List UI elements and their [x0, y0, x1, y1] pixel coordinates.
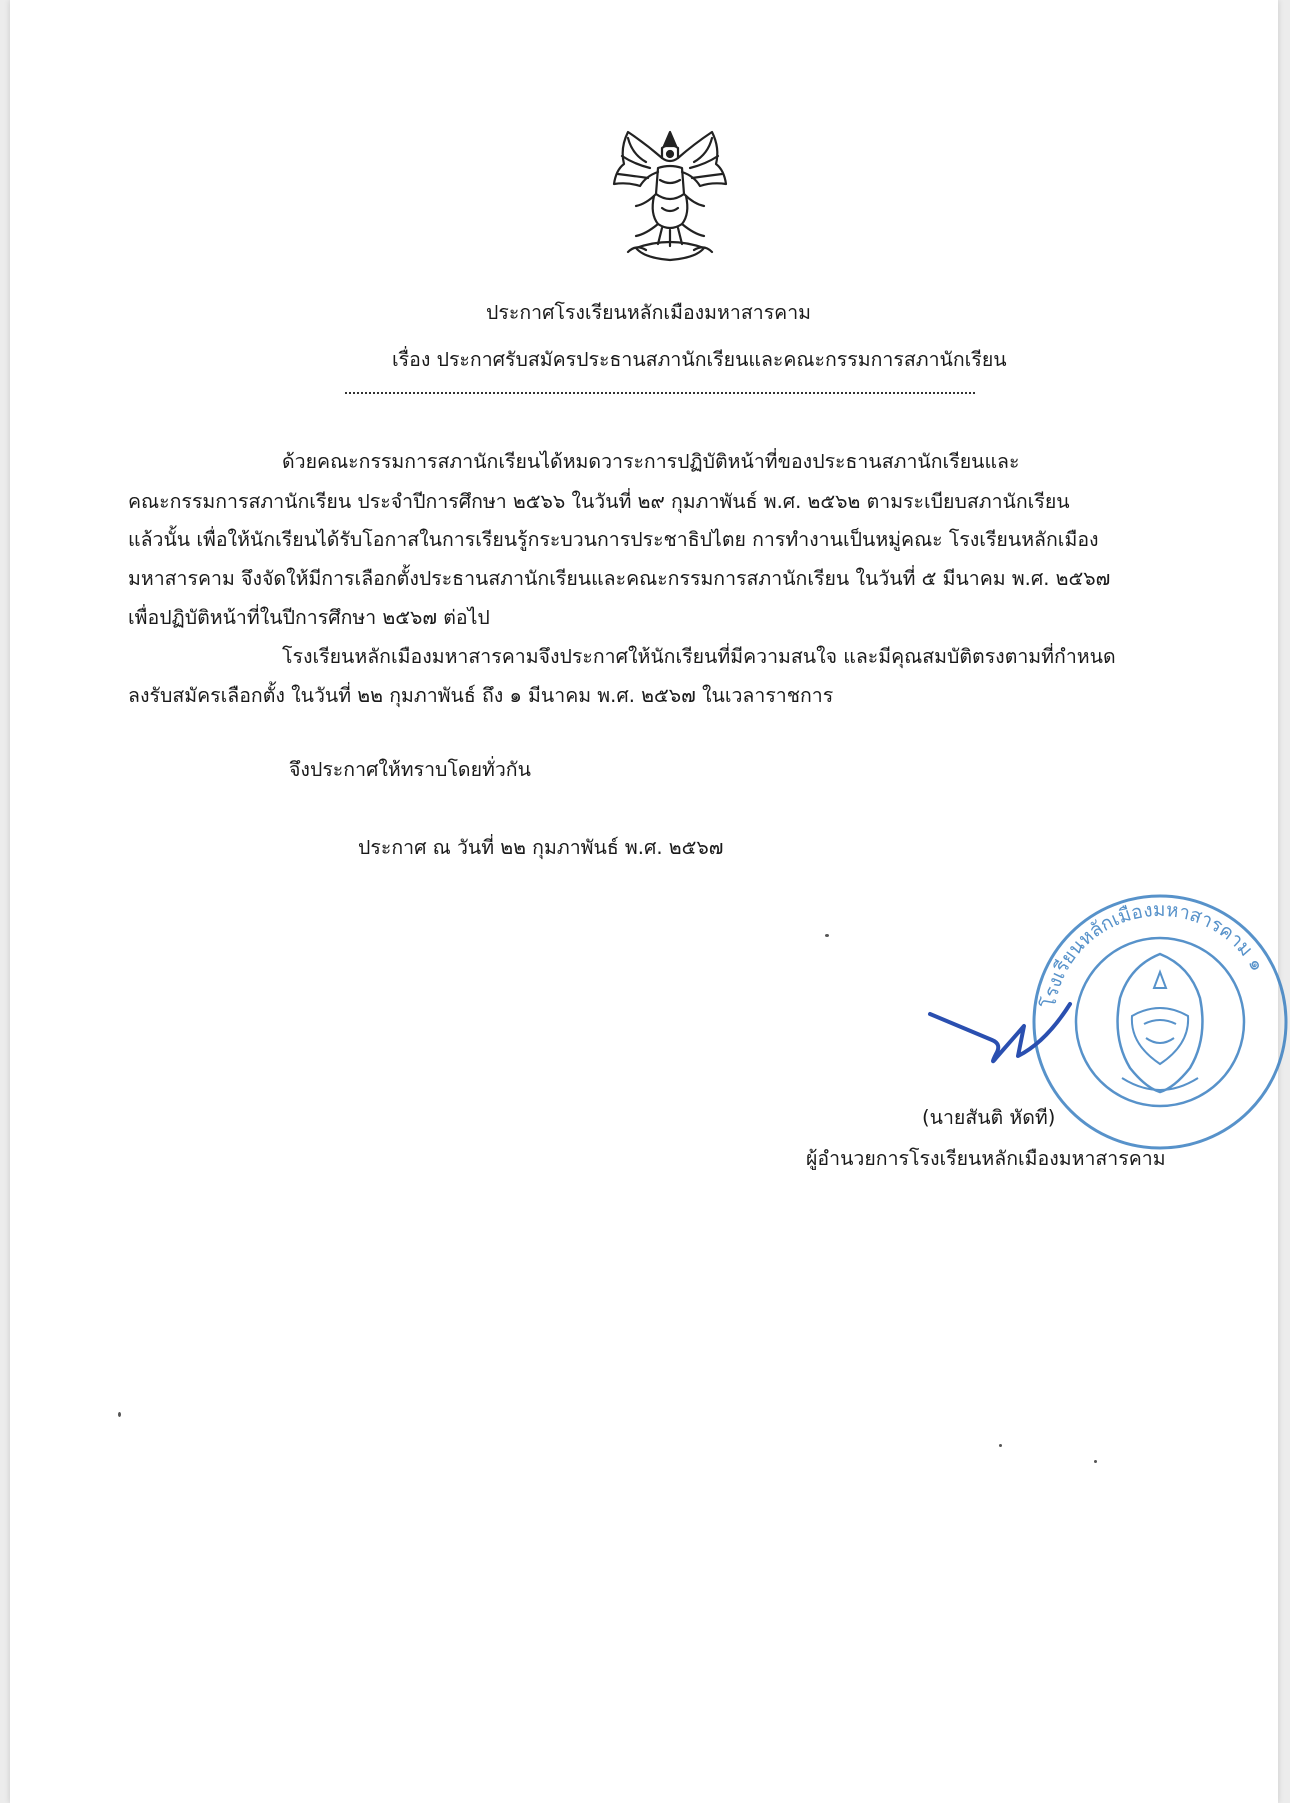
closing-line: จึงประกาศให้ทราบโดยทั่วกัน	[289, 758, 531, 781]
scan-speck	[825, 934, 829, 937]
signatory-position: ผู้อำนวยการโรงเรียนหลักเมืองมหาสารคาม	[806, 1147, 1166, 1170]
paragraph1-line1: ด้วยคณะกรรมการสภานักเรียนได้หมดวาระการปฏิบัติหน้าที่ของประธานสภานักเรียนและ	[282, 450, 1020, 473]
scan-speck	[118, 1412, 121, 1417]
paragraph1-line4: มหาสารคาม จึงจัดให้มีการเลือกตั้งประธานสภานักเรียนและคณะกรรมการสภานักเรียน ในวันที่ ๕ มีนาคม พ.ศ. ๒๕๖๗	[128, 567, 1111, 590]
paragraph1-line3: แล้วนั้น เพื่อให้นักเรียนได้รับโอกาสในการเรียนรู้กระบวนการประชาธิปไตย การทำงานเป็นหมู่คณะ โรงเรียนหลักเมือง	[128, 528, 1099, 551]
document-page	[10, 0, 1278, 1803]
paragraph2-line1: โรงเรียนหลักเมืองมหาสารคามจึงประกาศให้นักเรียนที่มีความสนใจ และมีคุณสมบัติตรงตามที่กำหนด	[282, 645, 1116, 668]
paragraph2-line2: ลงรับสมัครเลือกตั้ง ในวันที่ ๒๒ กุมภาพันธ์ ถึง ๑ มีนาคม พ.ศ. ๒๕๖๗ ในเวลาราชการ	[128, 684, 834, 707]
garuda-emblem-icon	[606, 124, 734, 266]
stamp-ring-text: โรงเรียนหลักเมืองมหาสารคาม ๑	[1037, 898, 1269, 1010]
dotted-divider	[345, 392, 975, 394]
paragraph1-line2: คณะกรรมการสภานักเรียน ประจำปีการศึกษา ๒๕๖๖ ในวันที่ ๒๙ กุมภาพันธ์ พ.ศ. ๒๕๖๒ ตามระเบียบสภานักเรียน	[128, 490, 1070, 513]
paragraph1-line5: เพื่อปฏิบัติหน้าที่ในปีการศึกษา ๒๕๖๗ ต่อไป	[128, 606, 490, 629]
signature-scribble	[926, 996, 1074, 1088]
signatory-name: (นายสันติ หัดที)	[922, 1106, 1056, 1129]
announcement-title: ประกาศโรงเรียนหลักเมืองมหาสารคาม	[486, 301, 812, 324]
svg-text:โรงเรียนหลักเมืองมหาสารคาม ๑	[1037, 899, 1269, 1010]
announcement-subject: เรื่อง ประกาศรับสมัครประธานสภานักเรียนและคณะกรรมการสภานักเรียน	[392, 348, 1007, 371]
scan-speck	[999, 1444, 1002, 1447]
date-line: ประกาศ ณ วันที่ ๒๒ กุมภาพันธ์ พ.ศ. ๒๕๖๗	[358, 836, 724, 859]
scan-speck	[1094, 1460, 1097, 1463]
